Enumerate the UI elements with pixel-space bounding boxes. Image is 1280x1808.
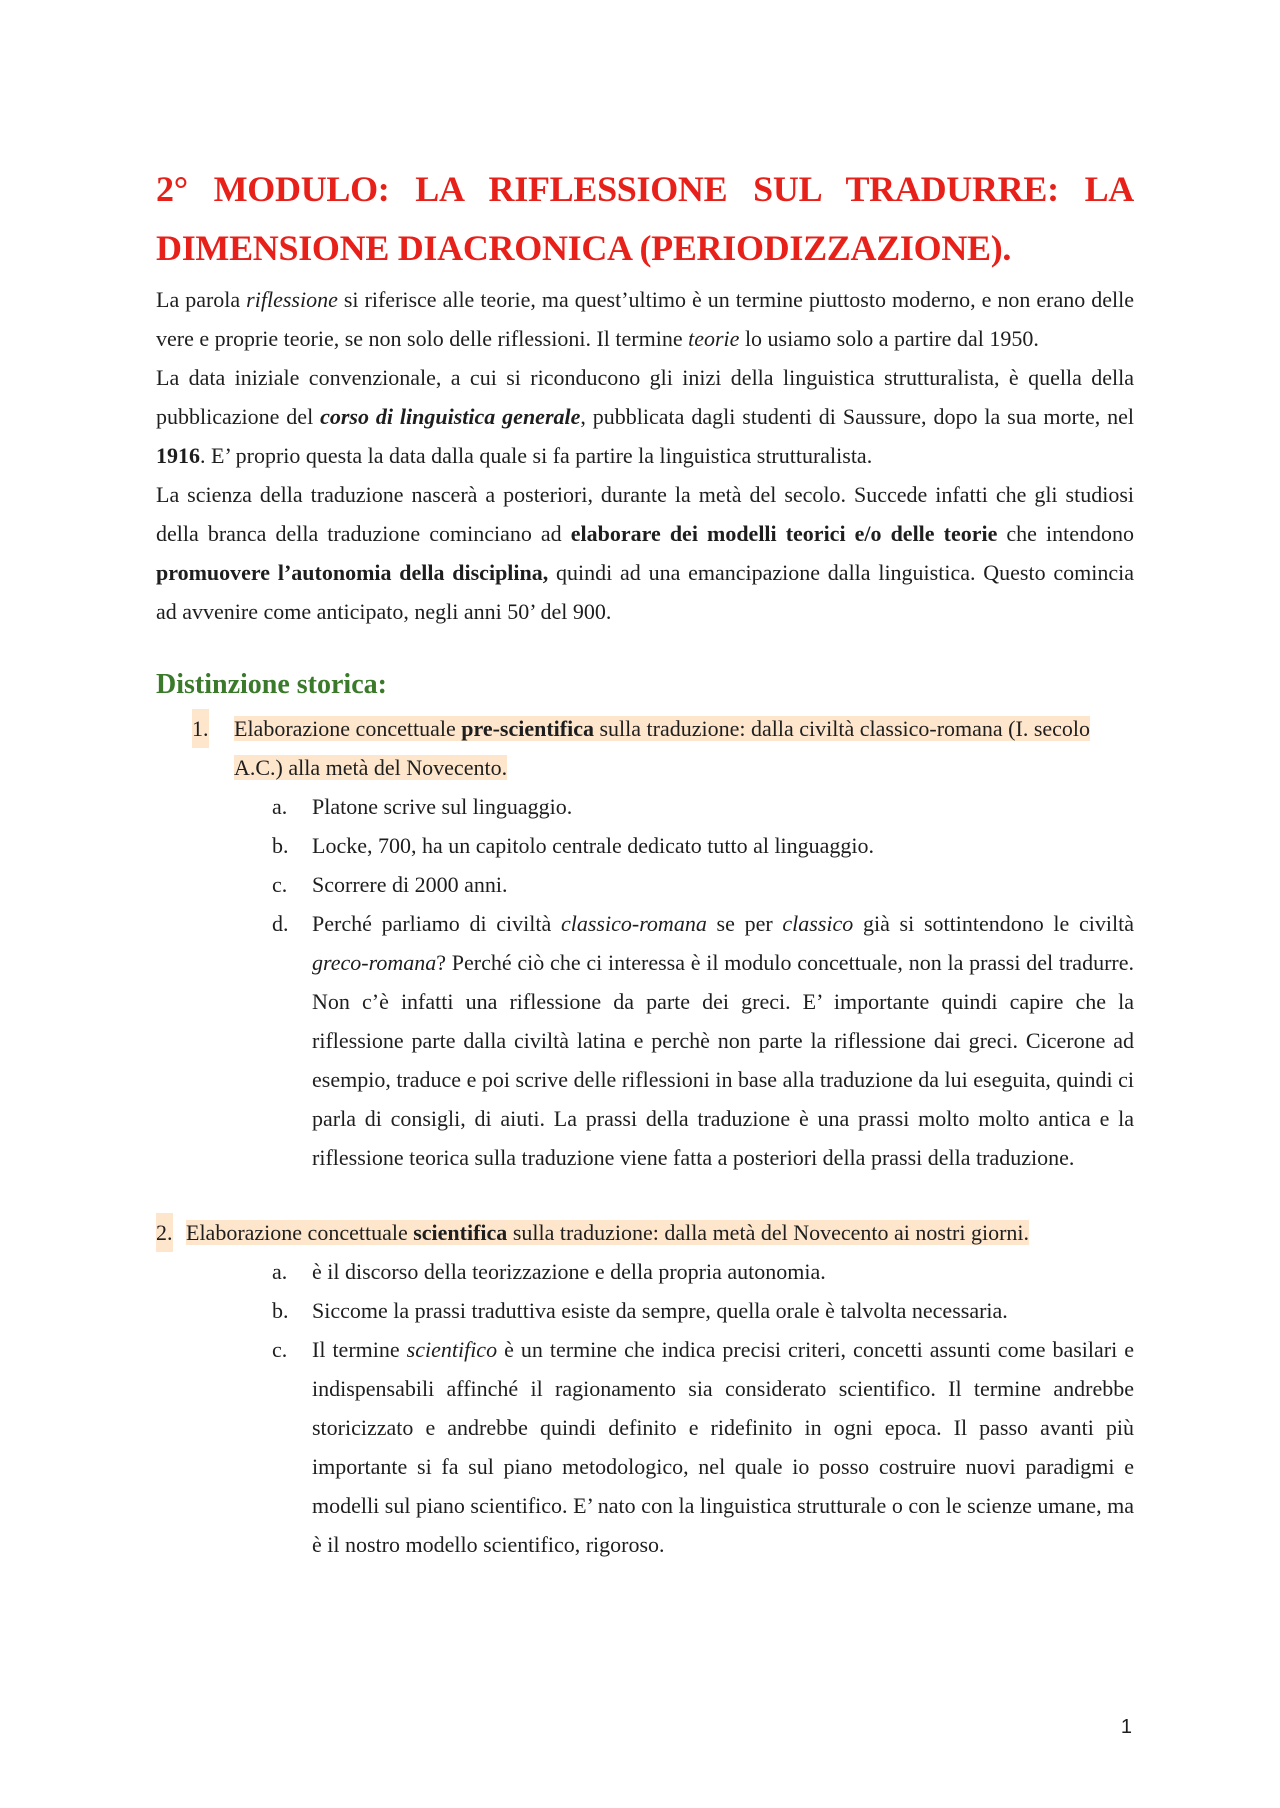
text-run: Elaborazione concettuale <box>186 1220 414 1245</box>
sub-item-text <box>312 911 1134 1170</box>
sub-item-2b <box>156 1291 1134 1330</box>
list-item-1 <box>156 709 1134 787</box>
intro-paragraph-1 <box>156 280 1134 358</box>
sub-letter: c. <box>272 872 288 897</box>
text-run: è un termine che indica precisi criteri, concetti assunti come basilari e indispensabili affinché il ragionamento sia considerato scientifico. Il termine andrebbe storicizzato e andrebbe quindi definito e ridefinito in ogni epoca. Il passo avanti più importante si fa sul piano metodologico, nel quale io posso costruire nuovi paradigmi e modelli sul piano scientifico. E’ nato con la linguistica strutturale o con le scienze umane, ma è il nostro modello scientifico, rigoroso. <box>312 1337 1134 1557</box>
text-run: che intendono <box>997 521 1135 546</box>
document-page <box>156 160 1134 1564</box>
text-run: La parola <box>156 287 247 312</box>
list-number: 1. <box>192 709 209 748</box>
sub-item-1a <box>156 787 1134 826</box>
text-run: se per <box>706 911 783 936</box>
intro-paragraph-2 <box>156 358 1134 475</box>
sub-letter: d. <box>272 911 289 936</box>
sub-item-text: Siccome la prassi traduttiva esiste da sempre, quella orale è talvolta necessaria. <box>312 1298 1008 1323</box>
italic-term: scientifico <box>406 1337 498 1362</box>
list-item-text <box>186 1220 1029 1245</box>
sub-letter: b. <box>272 1298 289 1323</box>
section-title: Distinzione storica: <box>156 669 387 700</box>
sub-item-text: Scorrere di 2000 anni. <box>312 872 508 897</box>
bold-term: promuovere l’autonomia della disciplina, <box>156 560 549 585</box>
italic-term: greco-romana <box>312 950 437 975</box>
sub-item-2c <box>156 1330 1134 1564</box>
bold-term: scientifica <box>413 1220 508 1245</box>
italic-term: riflessione <box>246 287 338 312</box>
text-run: Elaborazione concettuale <box>234 716 462 741</box>
text-run: sulla traduzione: dalla civiltà classico-romana (I. secolo A.C.) alla metà del Novecento. <box>234 716 1091 780</box>
text-run: ? Perché ciò che ci interessa è il modulo concettuale, non la prassi del tradurre. Non c’è infatti una riflessione da parte dei greci. E’ importante quindi capire che la riflessione parte dalla civiltà latina e perchè non parte la riflessione dai greci. Cicerone ad esempio, traduce e poi scrive delle riflessioni in base alla traduzione da lui eseguita, quindi ci parla di consigli, di aiuti. La prassi della traduzione è una prassi molto molto antica e la riflessione teorica sulla traduzione viene fatta a posteriori della prassi della traduzione. <box>312 950 1134 1170</box>
list-item-2 <box>156 1213 1134 1252</box>
page-number: 1 <box>1120 1716 1132 1738</box>
bold-term: elaborare dei modelli teorici e/o delle teorie <box>570 521 998 546</box>
text-run: La data iniziale convenzionale, a cui si riconducono gli inizi della linguistica strutturalista, è quella della pubblicazione del <box>156 365 1134 429</box>
sub-item-1c <box>156 865 1134 904</box>
italic-term: classico-romana <box>560 911 707 936</box>
italic-term: classico <box>782 911 854 936</box>
page-title: 2° MODULO: LA RIFLESSIONE SUL TRADURRE: LA DIMENSIONE DIACRONICA (PERIODIZZAZIONE). <box>156 169 1134 268</box>
sub-letter: c. <box>272 1337 288 1362</box>
text-run: , pubblicata dagli studenti di Saussure, dopo la sua morte, nel <box>580 404 1134 429</box>
sub-letter: a. <box>272 1259 288 1284</box>
text-run: . E’ proprio questa la data dalla quale si fa partire la linguistica strutturalista. <box>200 443 873 468</box>
intro-paragraph-3 <box>156 475 1134 631</box>
sub-item-1d <box>156 904 1134 1177</box>
sub-item-text: è il discorso della teorizzazione e della propria autonomia. <box>312 1259 826 1284</box>
text-run: già si sottintendono le civiltà <box>853 911 1134 936</box>
sub-letter: a. <box>272 794 288 819</box>
text-run: Il termine <box>312 1337 407 1362</box>
bold-term: pre-scientifica <box>461 716 594 741</box>
sub-item-1b <box>156 826 1134 865</box>
text-run: lo usiamo solo a partire dal 1950. <box>739 326 1039 351</box>
italic-term: teorie <box>688 326 740 351</box>
list-number: 2. <box>156 1213 173 1252</box>
text-run: Perché parliamo di civiltà <box>312 911 561 936</box>
bold-italic-term: corso di linguistica generale <box>320 404 581 429</box>
text-run: La scienza della traduzione nascerà a posteriori, durante la metà del secolo. Succede infatti che gli studiosi della branca della traduzione cominciano ad <box>156 482 1134 546</box>
text-run: sulla traduzione: dalla metà del Novecento ai nostri giorni. <box>507 1220 1030 1245</box>
sub-item-text: Locke, 700, ha un capitolo centrale dedicato tutto al linguaggio. <box>312 833 875 858</box>
text-run: si riferisce alle teorie, ma quest’ultimo è un termine piuttosto moderno, e non erano delle vere e proprie teorie, se non solo delle riflessioni. Il termine <box>156 287 1135 351</box>
sub-item-2a <box>156 1252 1134 1291</box>
bold-year: 1916 <box>156 443 200 468</box>
sub-item-text: Platone scrive sul linguaggio. <box>312 794 573 819</box>
sub-item-text <box>312 1337 1134 1557</box>
sub-letter: b. <box>272 833 289 858</box>
list-item-text <box>234 716 1090 780</box>
text-run: quindi ad una emancipazione dalla linguistica. Questo comincia ad avvenire come anticipato, negli anni 50’ del 900. <box>156 560 1134 624</box>
